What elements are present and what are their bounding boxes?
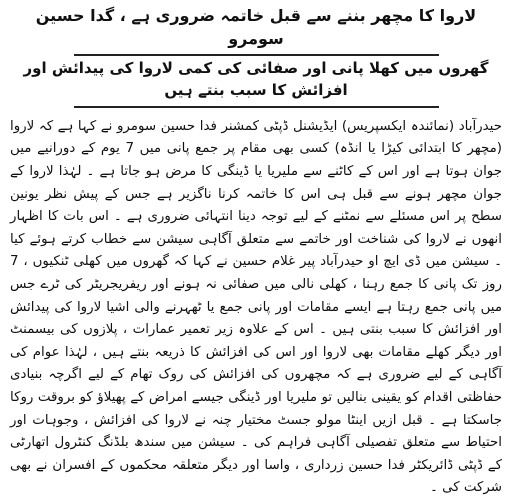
article-headline: لاروا کا مچھر بننے سے قبل خاتمہ ضروری ہے ، گدا حسین سومرو: [35, 6, 477, 49]
headline-divider: [74, 54, 439, 56]
article-subheadline: گھروں میں کھلا پانی اور صفائی کی کمی لاروا کی پیدائش اور افزائش کا سبب بنتے ہیں: [23, 59, 489, 100]
subheadline-divider: [74, 106, 439, 108]
article-body: حیدرآباد (نمائندہ ایکسپریس) ایڈیشنل ڈپٹی کمشنر فدا حسین سومرو نے کہا ہے کہ لاروا (مچھر کا ابتدائی کیڑا یا انڈہ) کسی بھی مقام پر جمع پانی میں 7 یوم کے دورانیے میں جوان ہوتا ہے اور اس کے کاٹنے سے ملیریا یا ڈینگی کا مرض ہو جاتا ہے ۔ لہٰذا لاروا کے جوان مچھر ہونے سے قبل ہی اس کا خاتمہ کرنا ناگزیر ہے جس کے پیش نظر یونین سطح پر اس مسئلے سے نمٹنے کے لیے توجہ دینا انتہائی ضروری ہے ۔ اس بات کا اظہار انھوں نے لاروا کی شناخت اور خاتمے سے متعلق آگاہی سیشن سے خطاب کرتے ہوئے کیا ۔ سیشن میں ڈی ایچ او حیدرآباد پیر غلام حسین نے کہا کہ گھروں میں کھلی ٹنکیوں ، 7 روز تک پانی کا جمع رہنا ، کھلی نالی میں صفائی نہ ہونے اور ریفریجریٹر کی ٹرے جس میں پانی جمع رہتا ہے ایسے مقامات اور پانی جمع یا ٹھہرنے والی اشیا لاروا کی پیدائش اور افزائش کا سبب بنتی ہیں ۔ اس کے علاوہ زیر تعمیر عمارات ، پلازوں کی بیسمنٹ اور دیگر کھلے مقامات بھی لاروا اور اس کی افزائش کا ذریعہ بنتے ہیں ، لہٰذا عوام کی آگاہی کے لیے ضروری ہے کہ مچھروں کی افزائش کی روک تھام کے لیے اگرچہ بنیادی حفاظتی اقدام کو یقینی بنالیں تو ملیریا اور ڈینگی جیسے امراض کے پھیلاؤ کو بروقت روکا جاسکتا ہے ۔ قبل ازیں اینٹا مولو جسٹ مختیار چنہ نے لاروا کی افزائش ، وجوہات اور احتیاط سے متعلق تفصیلی آگاہی فراہم کی ۔ سیشن میں سندھ بلڈنگ کنٹرول اتھارٹی کے ڈپٹی ڈائریکٹر فدا حسین زرداری ، واسا اور دیگر متعلقہ محکموں کے افسران نے بھی شرکت کی ۔: [10, 118, 502, 496]
